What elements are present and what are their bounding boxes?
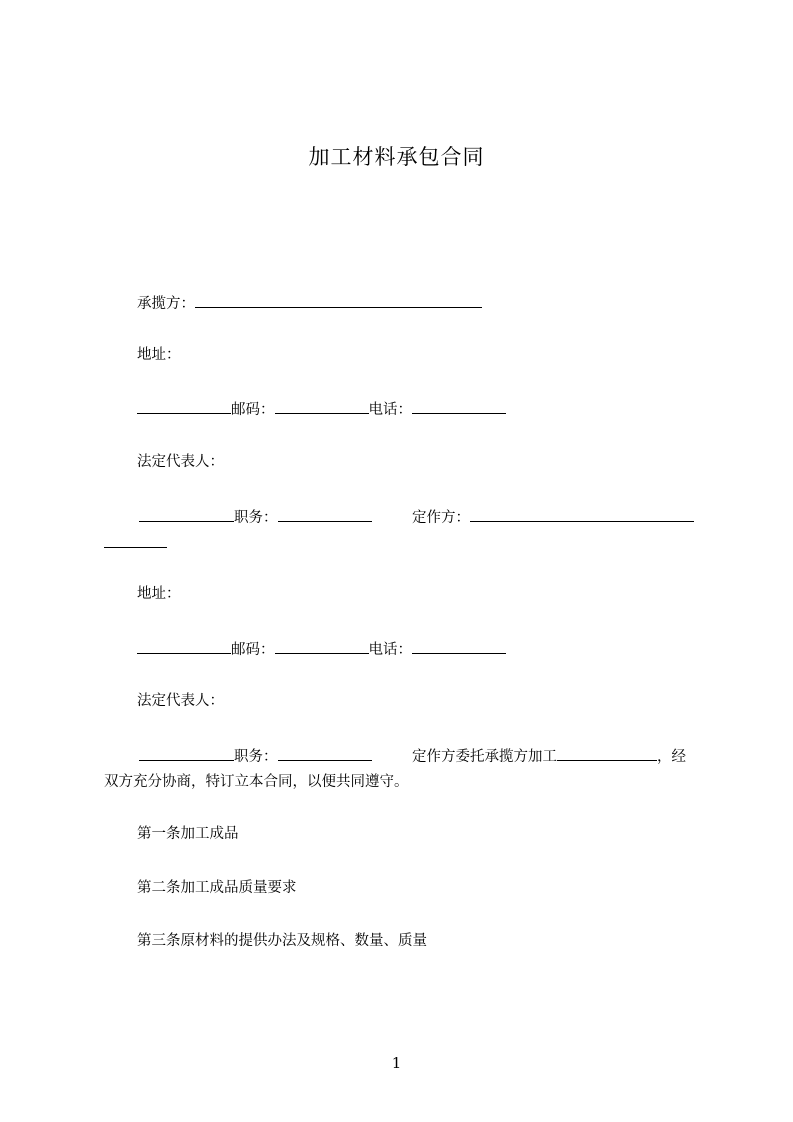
contractor-address-blank — [137, 398, 231, 414]
orderer-line-continued — [104, 532, 167, 554]
orderer-phone-blank — [412, 638, 506, 654]
entrust-line-continued — [104, 772, 409, 792]
document-title: 加工材料承包合同 — [308, 145, 485, 169]
contractor-postcode-blank — [275, 398, 369, 414]
entrust-blank — [557, 745, 657, 761]
article-1: 第一条加工成品 — [137, 826, 239, 842]
orderer-legal-rep-blank — [139, 745, 234, 761]
contractor-legal-rep-blank — [139, 506, 234, 522]
contractor-blank — [195, 292, 482, 308]
orderer-line — [412, 506, 694, 528]
orderer-legal-rep-label: 法定代表人： — [137, 693, 224, 709]
entrust-line2: 双方充分协商，特订立本合同，以便共同遵守。 — [104, 774, 409, 790]
orderer-blank-continued — [104, 532, 167, 548]
contractor-line — [137, 292, 482, 314]
orderer-blank — [470, 506, 694, 522]
contractor-position-blank — [278, 506, 372, 522]
contractor-contact-line — [137, 398, 506, 420]
contractor-legal-rep-label: 法定代表人： — [137, 454, 224, 470]
contractor-position-label: 职务： — [234, 510, 278, 526]
orderer-position-blank — [278, 745, 372, 761]
orderer-label: 定作方： — [412, 510, 470, 526]
orderer-postcode-blank — [275, 638, 369, 654]
article-3: 第三条原材料的提供办法及规格、数量、质量 — [137, 933, 427, 949]
orderer-address-label: 地址： — [137, 586, 181, 602]
contractor-label: 承揽方： — [137, 296, 195, 312]
orderer-address-blank — [137, 638, 231, 654]
orderer-contact-line — [137, 638, 506, 660]
contractor-phone-blank — [412, 398, 506, 414]
contractor-address-line — [137, 345, 181, 365]
entrust-suffix: ，经 — [657, 749, 686, 765]
entrust-prefix: 定作方委托承揽方加工 — [412, 749, 557, 765]
entrust-line — [412, 745, 686, 767]
contractor-legal-rep-line — [137, 452, 224, 472]
page-number: 1 — [391, 1054, 402, 1072]
contractor-position-line — [139, 506, 372, 528]
orderer-legal-rep-line — [137, 691, 224, 711]
contractor-phone-label: 电话： — [368, 402, 412, 418]
contractor-address-label: 地址： — [137, 347, 181, 363]
contractor-postcode-label: 邮码： — [231, 402, 275, 418]
orderer-address-line — [137, 584, 181, 604]
orderer-position-line — [139, 745, 372, 767]
orderer-phone-label: 电话： — [368, 642, 412, 658]
orderer-postcode-label: 邮码： — [231, 642, 275, 658]
article-2: 第二条加工成品质量要求 — [137, 880, 297, 896]
orderer-position-label: 职务： — [234, 749, 278, 765]
